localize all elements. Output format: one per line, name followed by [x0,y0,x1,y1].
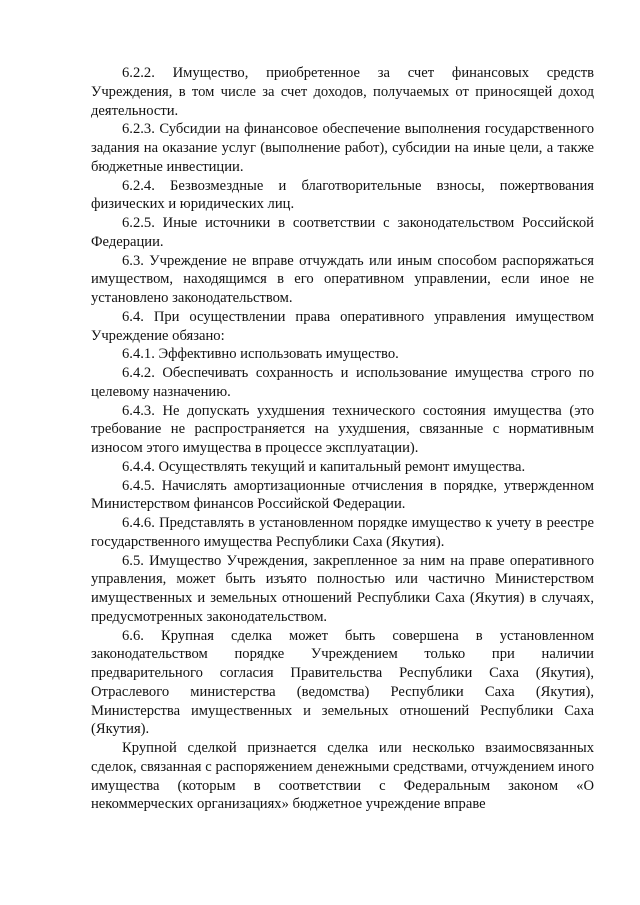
paragraph-6-6: 6.6. Крупная сделка может быть совершена в установленном законодательством порядке Учреждением только при наличии предварительного согласия Правительства Республики Саха (Якутия), Отраслевого министерства (ведомства) Республики Саха (Якутия), Министерства имущественных и земельных отношений Республики Саха (Якутия). [91,627,594,738]
paragraph-6-3: 6.3. Учреждение не вправе отчуждать или иным способом распоряжаться имуществом, находящимся в его оперативном управлении, если иное не установлено законодательством. [91,252,594,306]
paragraph-6-2-5: 6.2.5. Иные источники в соответствии с законодательством Российской Федерации. [91,215,594,250]
paragraph-6-4-2: 6.4.2. Обеспечивать сохранность и использование имущества строго по целевому назначению. [91,365,594,400]
paragraph-6-4: 6.4. При осуществлении права оперативного управления имуществом Учреждение обязано: [91,308,594,344]
paragraph-6-4-4: 6.4.4. Осуществлять текущий и капитальный ремонт имущества. [122,458,526,475]
paragraph-6-2-3: 6.2.3. Субсидии на финансовое обеспечение выполнения государственного задания на оказание услуг (выполнение работ), субсидии на иные цели, а также бюджетные инвестиции. [91,121,594,175]
paragraph-6-4-1: 6.4.1. Эффективно использовать имущество. [122,346,399,363]
paragraph-6-4-5: 6.4.5. Начислять амортизационные отчисления в порядке, утвержденном Министерством финансов Российской Федерации. [91,477,594,513]
document-page [91,64,594,814]
paragraph-6-4-6: 6.4.6. Представлять в установленном порядке имущество к учету в реестре государственного имущества Республики Саха (Якутия). [91,515,594,550]
paragraph-6-2-2: 6.2.2. Имущество, приобретенное за счет финансовых средств Учреждения, в том числе за счет доходов, получаемых от приносящей доход деятельности. [91,65,594,119]
paragraph-6-5: 6.5. Имущество Учреждения, закрепленное за ним на праве оперативного управления, может быть изъято полностью или частично Министерством имущественных и земельных отношений Республики Саха (Якутия) в случаях, предусмотренных законодательством. [91,552,594,625]
paragraph-6-4-3: 6.4.3. Не допускать ухудшения технического состояния имущества (это требование не распространяется на ухудшения, связанные с нормативным износом этого имущества в процессе эксплуатации). [91,402,594,456]
paragraph-major-deal: Крупной сделкой признается сделка или несколько взаимосвязанных сделок, связанная с распоряжением денежными средствами, отчуждением иного имущества (которым в соответствии с Федеральным законом «О некоммерческих организациях» бюджетное учреждение вправе [91,740,594,813]
paragraph-6-2-4: 6.2.4. Безвозмездные и благотворительные взносы, пожертвования физических и юридических лиц. [91,177,594,213]
